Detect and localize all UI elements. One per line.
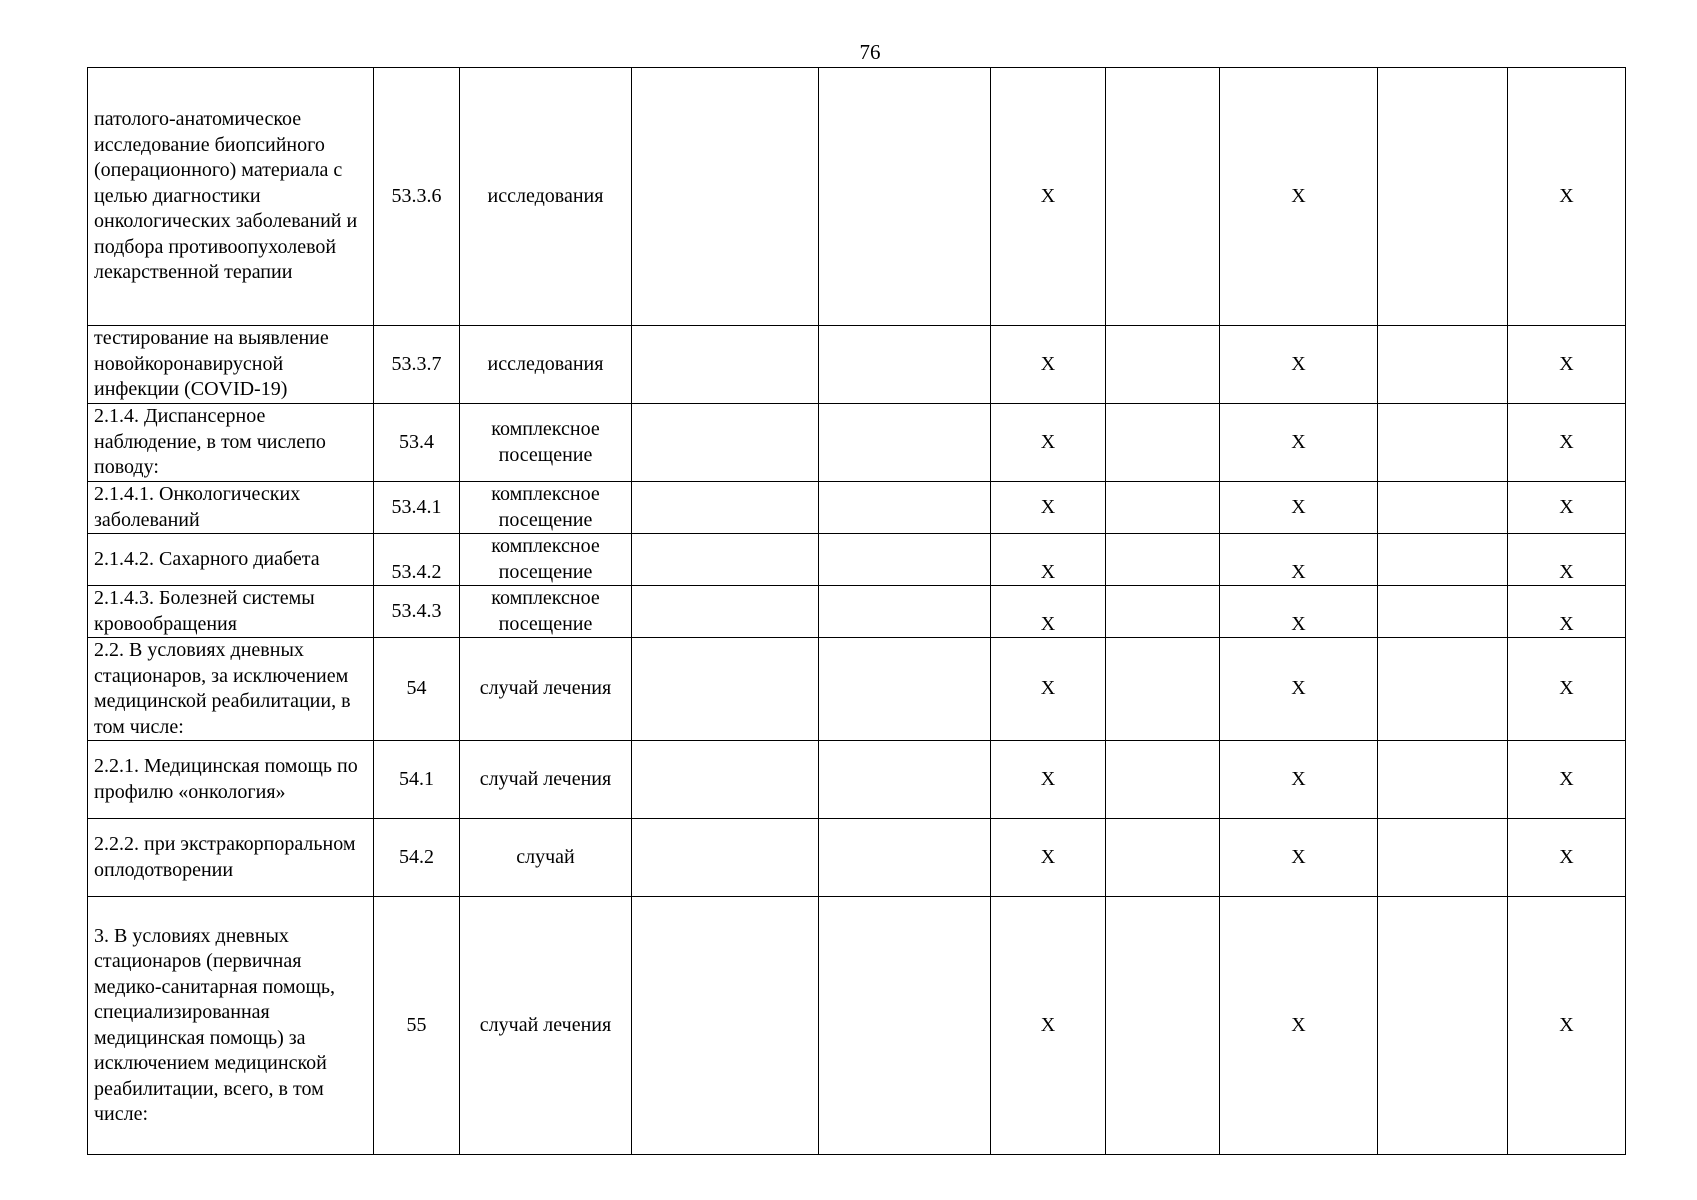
- data-table: [87, 67, 1626, 1155]
- table-row: [88, 638, 1626, 741]
- row-name: 2.2. В условиях дневных стационаров, за исключением медицинской реабилитации, в том числе:: [88, 638, 374, 741]
- empty-cell: [819, 326, 991, 404]
- row-code: 53.3.7: [374, 326, 460, 404]
- row-unit: исследования: [460, 326, 632, 404]
- row-code: 53.4.1: [374, 482, 460, 534]
- x-mark: Х: [991, 482, 1106, 534]
- empty-cell: [1378, 638, 1508, 741]
- row-name: 2.1.4.3. Болезней системы кровообращения: [88, 586, 374, 638]
- x-mark: Х: [1508, 404, 1626, 482]
- empty-cell: [632, 326, 819, 404]
- row-code: 53.4.2: [374, 534, 460, 586]
- table-row: [88, 534, 1626, 586]
- row-unit: случай лечения: [460, 897, 632, 1155]
- x-mark: Х: [1508, 897, 1626, 1155]
- x-mark: Х: [1220, 68, 1378, 326]
- empty-cell: [819, 482, 991, 534]
- empty-cell: [1106, 534, 1220, 586]
- empty-cell: [1106, 741, 1220, 819]
- x-mark: Х: [1220, 819, 1378, 897]
- empty-cell: [819, 586, 991, 638]
- row-name: 2.1.4. Диспансерное наблюдение, в том числепо поводу:: [88, 404, 374, 482]
- empty-cell: [632, 819, 819, 897]
- x-mark: Х: [1508, 638, 1626, 741]
- x-mark: Х: [991, 68, 1106, 326]
- x-mark: Х: [991, 534, 1106, 586]
- row-code: 53.3.6: [374, 68, 460, 326]
- empty-cell: [632, 897, 819, 1155]
- table-row: [88, 482, 1626, 534]
- empty-cell: [1378, 819, 1508, 897]
- row-unit: комплексное посещение: [460, 586, 632, 638]
- empty-cell: [819, 534, 991, 586]
- empty-cell: [1106, 638, 1220, 741]
- x-mark: Х: [991, 819, 1106, 897]
- x-mark: Х: [1220, 741, 1378, 819]
- x-mark: Х: [991, 326, 1106, 404]
- empty-cell: [1106, 68, 1220, 326]
- empty-cell: [1378, 897, 1508, 1155]
- x-mark: Х: [1220, 326, 1378, 404]
- x-mark: Х: [991, 741, 1106, 819]
- row-name: 2.1.4.2. Сахарного диабета: [88, 534, 374, 586]
- x-mark: Х: [1508, 482, 1626, 534]
- table-row: [88, 897, 1626, 1155]
- empty-cell: [632, 68, 819, 326]
- empty-cell: [1378, 326, 1508, 404]
- empty-cell: [1378, 482, 1508, 534]
- empty-cell: [1106, 404, 1220, 482]
- row-name: 3. В условиях дневных стационаров (первичная медико-санитарная помощь, специализированная медицинская помощь) за исключением медицинской реабилитации, всего, в том числе:: [88, 897, 374, 1155]
- empty-cell: [819, 897, 991, 1155]
- empty-cell: [1106, 326, 1220, 404]
- x-mark: Х: [1220, 534, 1378, 586]
- row-name: 2.1.4.1. Онкологических заболеваний: [88, 482, 374, 534]
- x-mark: Х: [1508, 819, 1626, 897]
- row-unit: комплексное посещение: [460, 404, 632, 482]
- x-mark: Х: [1220, 897, 1378, 1155]
- empty-cell: [1106, 586, 1220, 638]
- empty-cell: [1378, 741, 1508, 819]
- row-unit: комплексное посещение: [460, 534, 632, 586]
- row-code: 54.2: [374, 819, 460, 897]
- empty-cell: [819, 404, 991, 482]
- empty-cell: [1378, 586, 1508, 638]
- row-code: 53.4: [374, 404, 460, 482]
- empty-cell: [819, 68, 991, 326]
- row-unit: случай лечения: [460, 741, 632, 819]
- x-mark: Х: [1508, 586, 1626, 638]
- empty-cell: [632, 741, 819, 819]
- table-row: [88, 68, 1626, 326]
- row-unit: комплексное посещение: [460, 482, 632, 534]
- empty-cell: [819, 638, 991, 741]
- x-mark: Х: [1220, 586, 1378, 638]
- row-unit: исследования: [460, 68, 632, 326]
- row-code: 54.1: [374, 741, 460, 819]
- row-code: 53.4.3: [374, 586, 460, 638]
- x-mark: Х: [1508, 326, 1626, 404]
- table-row: [88, 326, 1626, 404]
- row-unit: случай: [460, 819, 632, 897]
- empty-cell: [632, 638, 819, 741]
- empty-cell: [819, 741, 991, 819]
- row-name: 2.2.1. Медицинская помощь по профилю «онкология»: [88, 741, 374, 819]
- row-code: 54: [374, 638, 460, 741]
- x-mark: Х: [991, 586, 1106, 638]
- row-code: 55: [374, 897, 460, 1155]
- empty-cell: [1378, 404, 1508, 482]
- x-mark: Х: [991, 897, 1106, 1155]
- empty-cell: [1106, 482, 1220, 534]
- x-mark: Х: [991, 404, 1106, 482]
- x-mark: Х: [1220, 404, 1378, 482]
- x-mark: Х: [1220, 638, 1378, 741]
- table-row: [88, 741, 1626, 819]
- row-name: патолого-анатомическое исследование биопсийного (операционного) материала с целью диагностики онкологических заболеваний и подбора противоопухолевой лекарственной терапии: [88, 68, 374, 326]
- empty-cell: [819, 819, 991, 897]
- row-name: 2.2.2. при экстракорпоральном оплодотворении: [88, 819, 374, 897]
- x-mark: Х: [1508, 534, 1626, 586]
- table-row: [88, 586, 1626, 638]
- empty-cell: [632, 404, 819, 482]
- empty-cell: [1378, 68, 1508, 326]
- empty-cell: [632, 534, 819, 586]
- empty-cell: [632, 482, 819, 534]
- x-mark: Х: [991, 638, 1106, 741]
- empty-cell: [1106, 897, 1220, 1155]
- table-row: [88, 404, 1626, 482]
- empty-cell: [1378, 534, 1508, 586]
- row-unit: случай лечения: [460, 638, 632, 741]
- page-number: 76: [859, 40, 881, 64]
- x-mark: Х: [1220, 482, 1378, 534]
- x-mark: Х: [1508, 68, 1626, 326]
- empty-cell: [632, 586, 819, 638]
- x-mark: Х: [1508, 741, 1626, 819]
- empty-cell: [1106, 819, 1220, 897]
- table-row: [88, 819, 1626, 897]
- row-name: тестирование на выявление новойкоронавирусной инфекции (COVID-19): [88, 326, 374, 404]
